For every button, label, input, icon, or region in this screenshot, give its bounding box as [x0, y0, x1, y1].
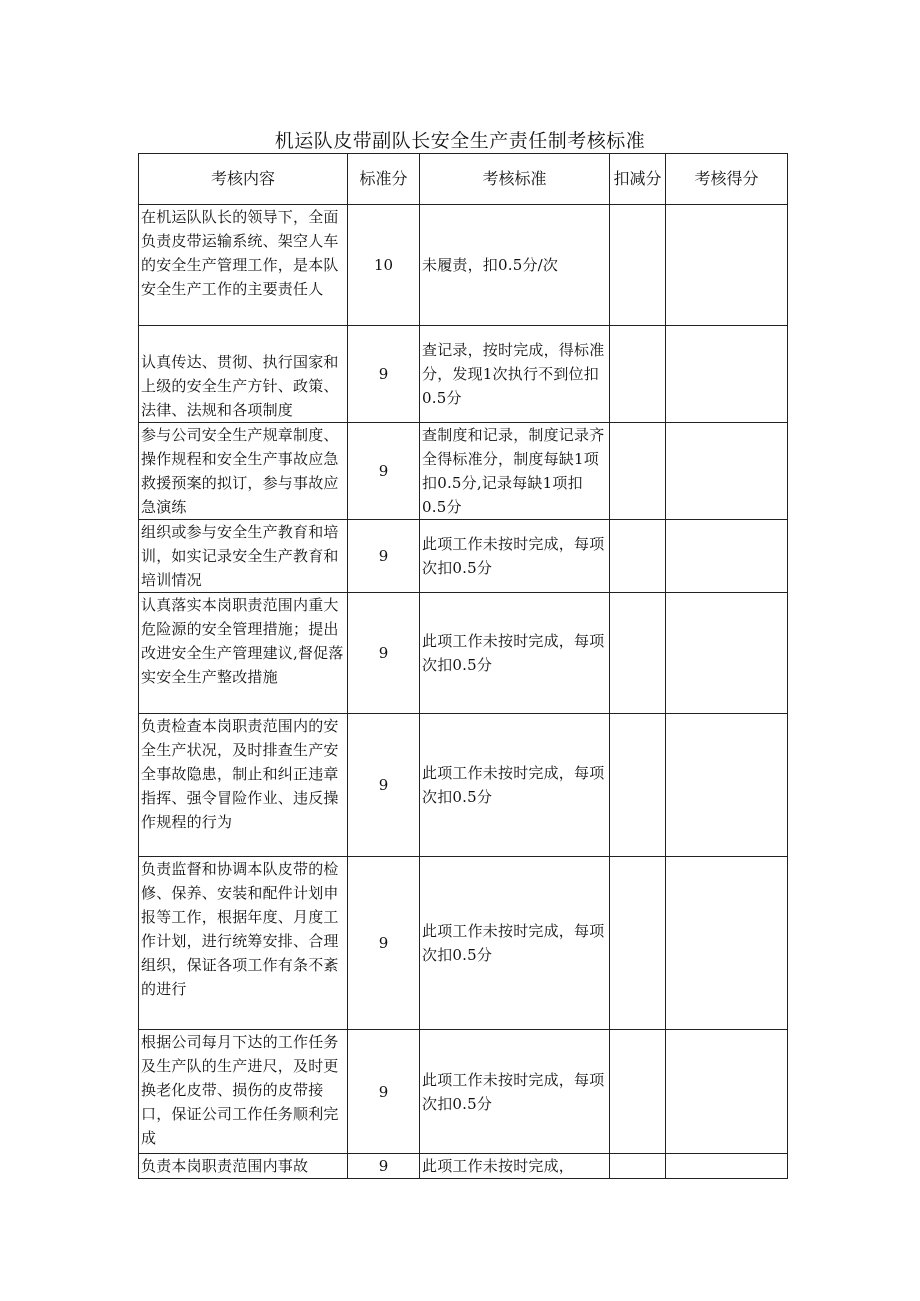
table-row [139, 857, 788, 1030]
row-deduction-cell[interactable] [610, 714, 666, 857]
row-standard-score: 9 [348, 520, 420, 593]
row-score-cell[interactable] [666, 520, 788, 593]
row-deduction-cell[interactable] [610, 1030, 666, 1154]
row-score-cell[interactable] [666, 857, 788, 1030]
row-score-cell[interactable] [666, 593, 788, 714]
row-content: 负责检查本岗职责范围内的安全生产状况，及时排查生产安全事故隐患，制止和纠正违章指挥、强令冒险作业、违反操作规程的行为 [139, 714, 348, 857]
row-deduction-cell[interactable] [610, 326, 666, 423]
row-criteria: 此项工作未按时完成，每项次扣0.5分 [420, 714, 610, 857]
row-deduction-cell[interactable] [610, 857, 666, 1030]
row-content: 在机运队队长的领导下，全面负责皮带运输系统、架空人车的安全生产管理工作，是本队安全生产工作的主要责任人 [139, 205, 348, 326]
row-content: 组织或参与安全生产教育和培训，如实记录安全生产教育和培训情况 [139, 520, 348, 593]
row-criteria: 查记录，按时完成，得标准分，发现1次执行不到位扣0.5分 [420, 326, 610, 423]
row-score-cell[interactable] [666, 714, 788, 857]
row-criteria: 此项工作未按时完成， [420, 1154, 610, 1179]
table-row [139, 520, 788, 593]
table-header-row [139, 154, 788, 205]
row-standard-score: 9 [348, 423, 420, 520]
row-content: 认真落实本岗职责范围内重大危险源的安全管理措施；提出改进安全生产管理建议,督促落实安全生产整改措施 [139, 593, 348, 714]
row-standard-score: 10 [348, 205, 420, 326]
row-standard-score: 9 [348, 1154, 420, 1179]
header-score: 考核得分 [666, 154, 788, 205]
header-deduction: 扣减分 [610, 154, 666, 205]
row-content: 负责本岗职责范围内事故 [139, 1154, 348, 1179]
row-criteria: 未履责，扣0.5分/次 [420, 205, 610, 326]
row-content: 根据公司每月下达的工作任务及生产队的生产进尺，及时更换老化皮带、损伤的皮带接口，保证公司工作任务顺利完成 [139, 1030, 348, 1154]
row-criteria: 此项工作未按时完成，每项次扣0.5分 [420, 1030, 610, 1154]
header-criteria: 考核标准 [420, 154, 610, 205]
row-deduction-cell[interactable] [610, 1154, 666, 1179]
row-score-cell[interactable] [666, 423, 788, 520]
row-standard-score: 9 [348, 326, 420, 423]
table-row [139, 1154, 788, 1179]
row-score-cell[interactable] [666, 1154, 788, 1179]
row-standard-score: 9 [348, 1030, 420, 1154]
row-criteria: 此项工作未按时完成，每项次扣0.5分 [420, 593, 610, 714]
row-content: 参与公司安全生产规章制度、操作规程和安全生产事故应急救援预案的拟订，参与事故应急演练 [139, 423, 348, 520]
table-row [139, 593, 788, 714]
table-row [139, 205, 788, 326]
table-row [139, 326, 788, 423]
row-score-cell[interactable] [666, 1030, 788, 1154]
row-deduction-cell[interactable] [610, 423, 666, 520]
row-score-cell[interactable] [666, 205, 788, 326]
row-standard-score: 9 [348, 714, 420, 857]
row-deduction-cell[interactable] [610, 593, 666, 714]
row-deduction-cell[interactable] [610, 205, 666, 326]
table-row [139, 423, 788, 520]
row-criteria: 查制度和记录，制度记录齐全得标准分，制度每缺1项扣0.5分,记录每缺1项扣0.5分 [420, 423, 610, 520]
header-standard-score: 标准分 [348, 154, 420, 205]
row-content: 认真传达、贯彻、执行国家和上级的安全生产方针、政策、法律、法规和各项制度 [139, 326, 348, 423]
row-standard-score: 9 [348, 593, 420, 714]
assessment-table [138, 153, 788, 1179]
row-deduction-cell[interactable] [610, 520, 666, 593]
header-content: 考核内容 [139, 154, 348, 205]
row-standard-score: 9 [348, 857, 420, 1030]
row-criteria: 此项工作未按时完成，每项次扣0.5分 [420, 520, 610, 593]
table-row [139, 714, 788, 857]
document-title: 机运队皮带副队长安全生产责任制考核标准 [274, 130, 646, 152]
row-content: 负责监督和协调本队皮带的检修、保养、安装和配件计划申报等工作，根据年度、月度工作计划，进行统筹安排、合理组织，保证各项工作有条不紊的进行 [139, 857, 348, 1030]
table-row [139, 1030, 788, 1154]
row-score-cell[interactable] [666, 326, 788, 423]
row-criteria: 此项工作未按时完成，每项次扣0.5分 [420, 857, 610, 1030]
